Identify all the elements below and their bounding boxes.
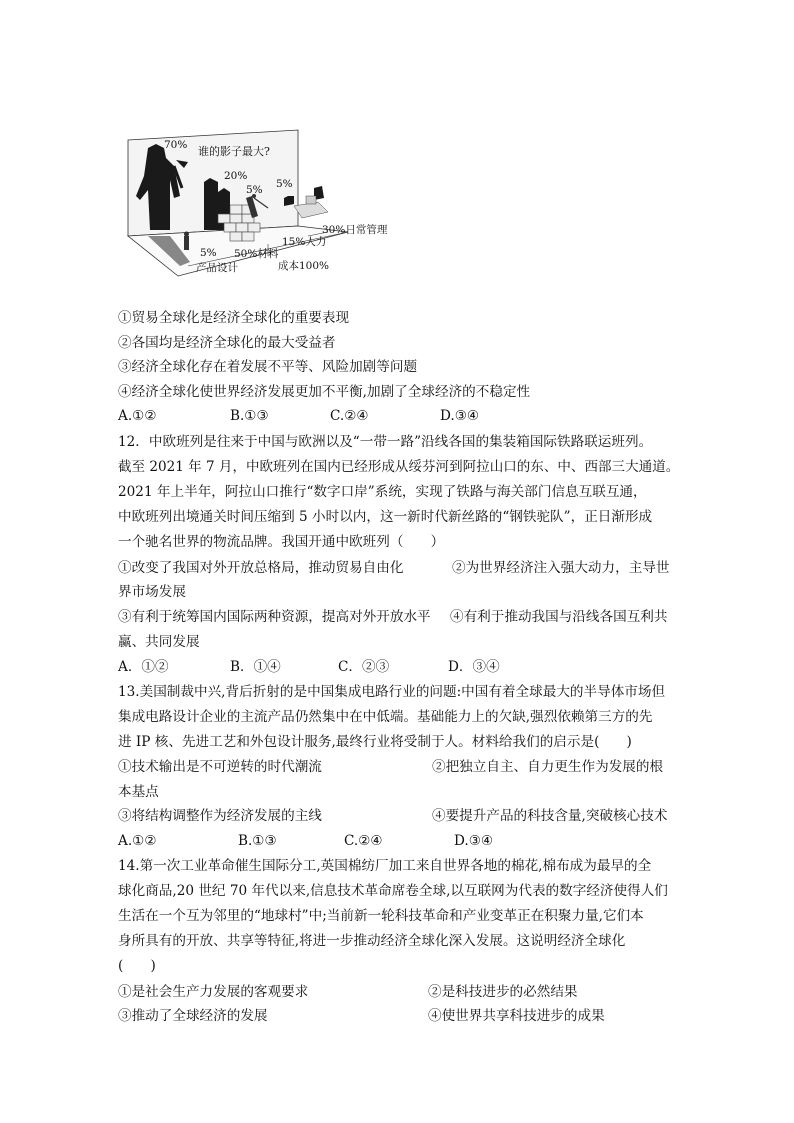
q13-option-4: ④要提升产品的科技含量,突破核心技术 [432,808,668,824]
q11-choice-d[interactable]: D.③④ [440,408,480,424]
figure-title: 谁的影子最大? [198,145,270,158]
q13-choices [118,831,618,851]
q14-stem-line-4: 身所具有的开放、共享等特征,将进一步推动经济全球化深入发展。这说明经济全球化 [118,933,626,949]
q14-stem-line-1: 14.第一次工业革命催生国际分工,英国棉纺厂加工来自世界各地的棉花,棉布成为最早的全 [118,858,652,874]
label-cost: 成本100% [278,260,330,272]
q12-stem-line-5: 一个驰名世界的物流品牌。我国开通中欧班列（ ） [118,534,445,550]
q13-choice-c[interactable]: C.②④ [344,833,383,849]
q12-choice-b[interactable]: B．①④ [230,659,281,675]
label-5-labor: 5% [246,184,263,196]
label-design: 产品设计 [196,262,238,274]
q11-option-3: ③经济全球化存在着发展不平等、风险加剧等问题 [118,359,418,375]
q13-choice-d[interactable]: D.③④ [454,833,494,849]
label-5-management: 5% [276,178,293,190]
q12-choice-c[interactable]: C．②③ [338,659,390,675]
q11-option-1: ①贸易全球化是经济全球化的重要表现 [118,310,350,326]
q13-option-1: ①技术输出是不可逆转的时代潮流 [118,759,322,775]
q14-stem-line-2: 球化商品,20 世纪 70 年代以来,信息技术革命席卷全球,以互联网为代表的数字经济使得人们 [118,883,668,899]
q12-stem-line-3: 2021 年上半年，阿拉山口推行“数字口岸”系统，实现了铁路与海关部门信息互联互通， [118,484,647,500]
q12-option-4: ④有利于推动我国与沿线各国互利共 [450,609,668,625]
q13-choice-b[interactable]: B.①③ [238,833,277,849]
q14-option-2: ②是科技进步的必然结果 [428,984,578,1000]
shadow-cost-figure [118,126,418,286]
label-daily-management: 30%日常管理 [322,224,388,236]
label-labor: 15%人力 [282,236,327,248]
q11-option-2: ②各国均是经济全球化的最大受益者 [118,335,336,351]
q13-stem-line-3: 进 IP 核、先进工艺和外包设计服务,最终行业将受制于人。材料给我们的启示是( ) [118,734,632,750]
q14-stem-line-5: ( ) [118,958,156,974]
label-5-design: 5% [200,247,217,259]
q13-option-2-cont: 本基点 [118,784,159,800]
label-material: 50%材料 [234,248,279,260]
q11-choice-a[interactable]: A.①② [118,408,157,424]
q12-choice-a[interactable]: A．①② [118,659,169,675]
q13-stem-line-1: 13.美国制裁中兴,背后折射的是中国集成电路行业的问题:中国有着全球最大的半导体市场但 [118,684,666,700]
q13-option-2: ②把独立自主、自力更生作为发展的根 [432,759,664,775]
label-20: 20% [224,170,248,182]
q13-stem-line-2: 集成电路设计企业的主流产品仍然集中在中低端。基础能力上的欠缺,强烈依赖第三方的先 [118,709,653,725]
q13-option-3: ③将结构调整作为经济发展的主线 [118,808,322,824]
q12-option-2: ②为世界经济注入强大动力，主导世 [452,560,670,576]
q12-option-4-cont: 赢、共同发展 [118,634,200,650]
q11-choice-c[interactable]: C.②④ [330,408,369,424]
q12-stem-line-2: 截至 2021 年 7 月，中欧班列在国内已经形成从绥芬河到阿拉山口的东、中、西部三大通道。 [118,459,680,475]
q12-choice-d[interactable]: D．③④ [448,659,500,675]
q12-choices [118,657,618,677]
q12-option-1: ①改变了我国对外开放总格局，推动贸易自由化 [118,560,404,576]
q12-stem-line-4: 中欧班列出境通关时间压缩到 5 小时以内，这一新时代新丝路的“钢铁驼队”，正日渐形成 [118,509,653,525]
q12-option-2-cont: 界市场发展 [118,584,186,600]
q14-stem-line-3: 生活在一个互为邻里的“地球村”中;当前新一轮科技革命和产业变革正在积聚力量,它们本 [118,908,644,924]
q11-option-4: ④经济全球化使世界经济发展更加不平衡,加剧了全球经济的不稳定性 [118,384,531,400]
q13-choice-a[interactable]: A.①② [118,833,157,849]
q11-choice-b[interactable]: B.①③ [230,408,269,424]
q12-option-3: ③有利于统筹国内国际两种资源，提高对外开放水平 [118,609,431,625]
q14-option-4: ④使世界共享科技进步的成果 [428,1008,605,1024]
q12-stem-line-1: 12．中欧班列是往来于中国与欧洲以及“一带一路”沿线各国的集装箱国际铁路联运班列。 [118,434,653,450]
q14-option-1: ①是社会生产力发展的客观要求 [118,984,309,1000]
label-70: 70% [164,139,188,151]
q11-choices [118,406,618,426]
q14-option-3: ③推动了全球经济的发展 [118,1008,268,1024]
